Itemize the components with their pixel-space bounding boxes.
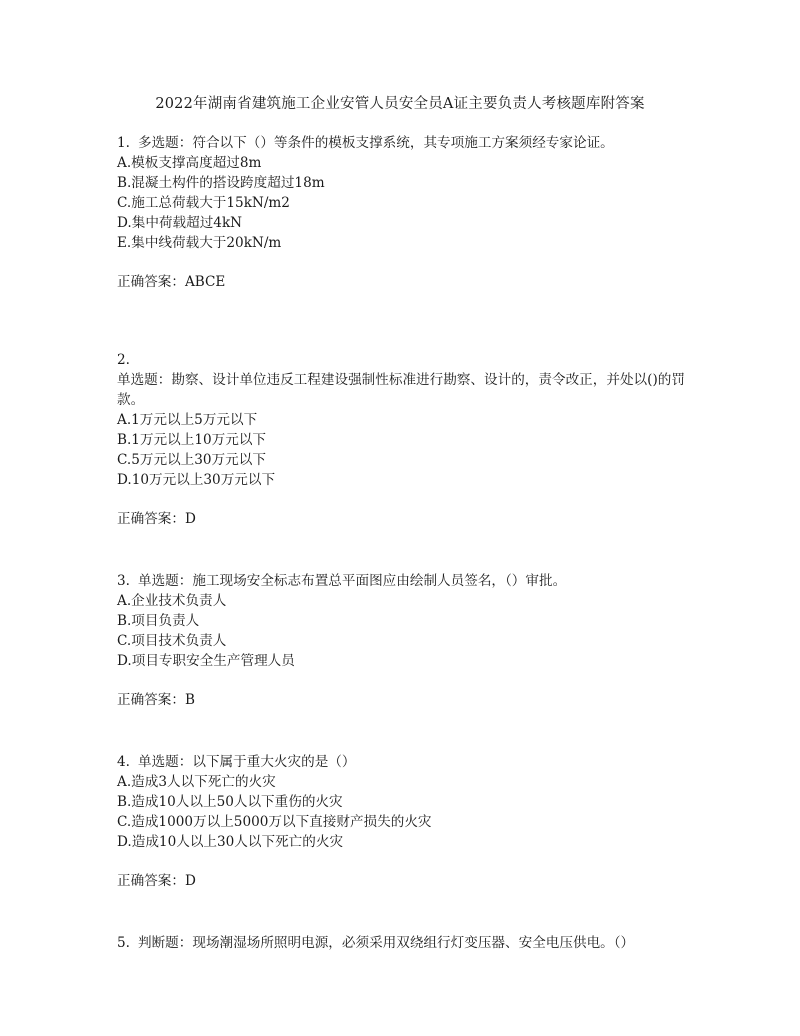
correct-answer: 正确答案：B	[117, 692, 195, 708]
question-text: 单选题：施工现场安全标志布置总平面图应由绘制人员签名，（）审批。	[137, 573, 567, 589]
question-item	[117, 350, 692, 529]
option-b: B.混凝土构件的搭设跨度超过18m	[117, 175, 325, 191]
option-d: D.集中荷载超过4kN	[117, 215, 243, 231]
option-d: D.10万元以上30万元以下	[117, 472, 276, 488]
question-text: 判断题：现场潮湿场所照明电源，必须采用双绕组行灯变压器、安全电压供电。（）	[137, 935, 635, 951]
question-list	[117, 133, 692, 995]
question-stem	[117, 133, 692, 153]
option-b: B.造成10人以上50人以下重伤的火灾	[117, 794, 343, 810]
question-number: 1.	[117, 135, 130, 151]
question-text: 多选题：符合以下（）等条件的模板支撑系统，其专项施工方案须经专家论证。	[137, 135, 614, 151]
option-a: A.模板支撑高度超过8m	[117, 155, 262, 171]
question-item	[117, 933, 692, 953]
question-number: 4.	[117, 754, 130, 770]
document-title: 2022年湖南省建筑施工企业安管人员安全员A证主要负责人考核题库附答案	[155, 96, 645, 112]
question-stem	[117, 571, 692, 591]
option-b: B.1万元以上10万元以下	[117, 432, 267, 448]
option-d: D.造成10人以上30人以下死亡的火灾	[117, 834, 344, 850]
question-number: 5.	[117, 935, 130, 951]
question-number: 2.	[117, 352, 130, 368]
correct-answer: 正确答案：D	[117, 511, 196, 527]
question-text: 单选题：勘察、设计单位违反工程建设强制性标准进行勘察、设计的，责令改正，并处以()的罚款。	[117, 372, 685, 408]
option-e: E.集中线荷载大于20kN/m	[117, 235, 282, 251]
option-d: D.项目专职安全生产管理人员	[117, 653, 295, 669]
question-item	[117, 133, 692, 292]
question-item	[117, 752, 692, 891]
correct-answer: 正确答案：D	[117, 873, 196, 889]
question-stem	[117, 752, 692, 772]
option-c: C.项目技术负责人	[117, 633, 227, 649]
option-b: B.项目负责人	[117, 613, 200, 629]
option-c: C.造成1000万以上5000万以下直接财产损失的火灾	[117, 814, 432, 830]
question-text: 单选题：以下属于重大火灾的是（）	[137, 754, 356, 770]
option-c: C.施工总荷载大于15kN/m2	[117, 195, 290, 211]
option-a: A.1万元以上5万元以下	[117, 412, 258, 428]
question-item	[117, 571, 692, 710]
question-stem	[117, 933, 692, 953]
correct-answer: 正确答案：ABCE	[117, 274, 226, 290]
option-a: A.企业技术负责人	[117, 593, 227, 609]
option-c: C.5万元以上30万元以下	[117, 452, 266, 468]
option-a: A.造成3人以下死亡的火灾	[117, 774, 276, 790]
question-number: 3.	[117, 573, 130, 589]
